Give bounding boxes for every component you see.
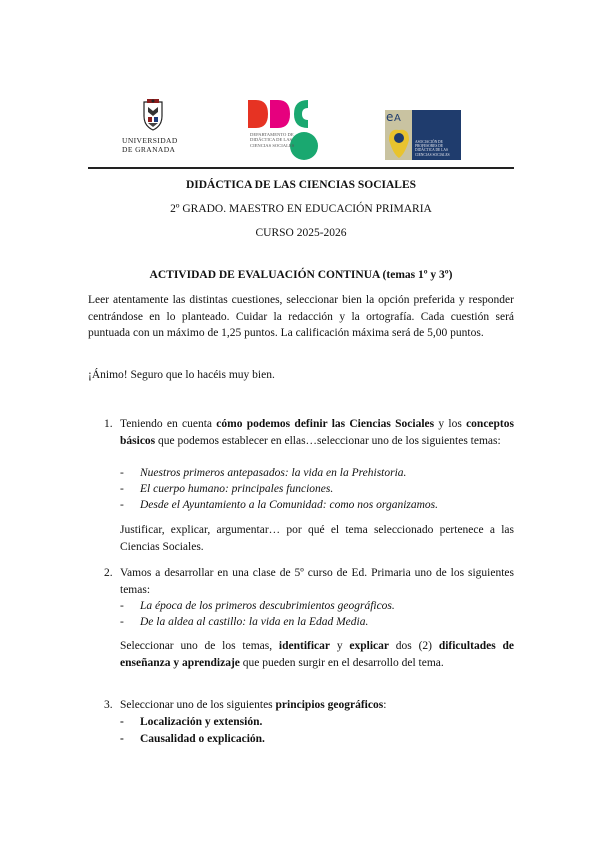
ea-emblem-icon <box>385 110 413 160</box>
question-1-text <box>120 416 514 449</box>
question-3-bold: principios geográficos <box>275 699 384 711</box>
degree-title: 2º GRADO. MAESTRO EN EDUCACIÓN PRIMARIA <box>170 203 432 215</box>
question-2-number: 2. <box>104 567 113 579</box>
dcs-department-text: DEPARTAMENTO DE DIDÁCTICA DE LAS CIENCIAS SOCIALES <box>250 132 295 148</box>
bullet-dash: - <box>120 716 124 728</box>
academic-year: CURSO 2025-2026 <box>255 227 347 239</box>
ugr-shield-icon <box>136 98 170 132</box>
header-divider <box>88 167 514 169</box>
question-3-number: 3. <box>104 699 113 711</box>
question-1-bold: conceptos básicos <box>120 418 514 447</box>
question-3-part: Seleccionar uno de los siguientes <box>120 699 276 711</box>
bullet-dash: - <box>120 467 124 479</box>
question-1-option <box>120 497 514 514</box>
question-1-number: 1. <box>104 418 113 430</box>
bullet-dash: - <box>120 483 124 495</box>
dcs-shapes-icon <box>246 96 326 162</box>
question-3-option-text: Causalidad o explicación. <box>140 733 265 745</box>
bullet-dash: - <box>120 616 124 628</box>
question-2-part: dos (2) <box>389 640 439 652</box>
ugr-name-line1: UNIVERSIDAD <box>122 136 178 145</box>
question-3-text <box>120 697 514 714</box>
ugr-name-line2: DE GRANADA <box>122 144 176 154</box>
question-2-option <box>120 614 514 631</box>
question-1-option <box>120 465 514 482</box>
course-title: DIDÁCTICA DE LAS CIENCIAS SOCIALES <box>185 179 417 191</box>
question-1-part: Teniendo en cuenta <box>120 418 217 430</box>
question-1-option-text: Desde el Ayuntamiento a la Comunidad: como nos organizamos. <box>140 499 439 511</box>
question-2-option-text: De la aldea al castillo: la vida en la Edad Media. <box>140 616 369 628</box>
question-2-bold: explicar <box>349 640 389 652</box>
question-2-bold: dificultades de enseñanza y aprendizaje <box>120 640 514 669</box>
svg-text:e: e <box>386 110 394 124</box>
ea-logo <box>385 110 461 160</box>
question-3-option <box>120 714 514 731</box>
question-2-task <box>120 638 514 671</box>
svg-text:A: A <box>394 113 401 124</box>
bullet-dash: - <box>120 499 124 511</box>
question-2-part: que pueden surgir en el desarrollo del tema. <box>239 656 444 669</box>
bullet-dash: - <box>120 733 124 745</box>
question-3-option-text: Localización y extensión. <box>140 716 263 728</box>
question-1-justify: Justificar, explicar, argumentar… por qué el tema seleccionado pertenece a las Ciencias Sociales. <box>120 524 514 553</box>
question-2-option-text: La época de los primeros descubrimientos geográficos. <box>140 600 395 612</box>
ea-association-text: ASOCIACIÓN DE PROFESORES DE DIDÁCTICA DE LAS CIENCIAS SOCIALES <box>415 140 450 157</box>
question-1-bold: cómo podemos definir las Ciencias Sociales <box>216 418 435 430</box>
question-1-option-text: Nuestros primeros antepasados: la vida en la Prehistoria. <box>140 467 407 479</box>
bullet-dash: - <box>120 600 124 612</box>
activity-title: ACTIVIDAD DE EVALUACIÓN CONTINUA (temas 1º y 3º) <box>149 269 453 281</box>
question-3-option <box>120 731 514 748</box>
question-1-option-text: El cuerpo humano: principales funciones. <box>140 483 334 495</box>
question-1-part: que podemos establecer en ellas…seleccionar uno de los siguientes temas: <box>155 434 501 447</box>
question-2-intro: Vamos a desarrollar en una clase de 5º curso de Ed. Primaria uno de los siguientes temas: <box>120 567 514 596</box>
instructions-paragraph: Leer atentamente las distintas cuestiones, seleccionar bien la opción preferida y responder centrándose en lo planteado. Cuidar la redacción y la ortografía. Cada cuestión será puntuada con un máximo de 1,25 puntos. La calificación máxima será de 5,00 puntos. <box>88 294 514 339</box>
question-1-option <box>120 481 514 498</box>
question-2-part: y <box>330 640 350 652</box>
question-1-part: y los <box>434 418 467 430</box>
question-2-option <box>120 598 514 615</box>
question-2-bold: identificar <box>278 640 331 652</box>
ugr-logo <box>118 98 188 158</box>
question-2-part: Seleccionar uno de los temas, <box>120 640 279 652</box>
dcs-logo <box>246 96 326 162</box>
question-3-part: : <box>383 699 387 711</box>
encouragement-text: ¡Ánimo! Seguro que lo hacéis muy bien. <box>88 369 275 381</box>
